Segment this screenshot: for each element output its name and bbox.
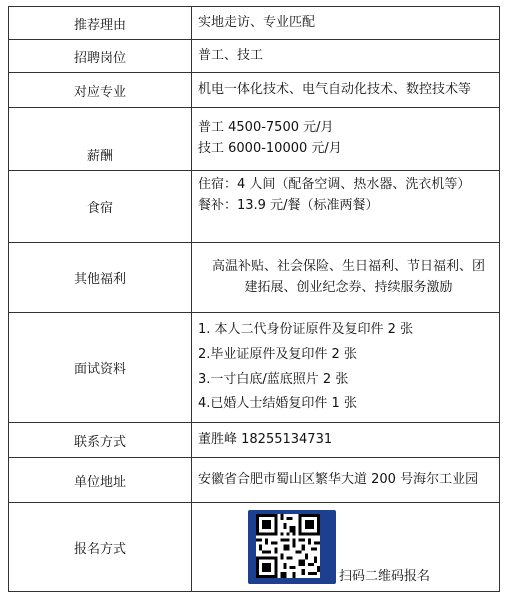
table-row [9,40,500,73]
qr-caption: 扫码二维码报名 [339,568,431,584]
row-label: 薪酬 [9,108,192,171]
row-value: 实地走访、专业匹配 [192,7,500,40]
row-label: 面试资料 [9,313,192,423]
table-row [9,73,500,108]
row-label: 对应专业 [9,73,192,108]
row-value: 1. 本人二代身份证原件及复印件 2 张 2.毕业证原件及复印件 2 张 3.一寸白底/蓝底照片 2 张 4.已婚人士结婚复印件 1 张 [192,313,500,423]
row-label: 联系方式 [9,423,192,458]
qr-code-card[interactable] [248,510,336,584]
table-row [9,458,500,503]
job-info-sheet [8,6,500,592]
table-row [9,171,500,243]
table-row [9,503,500,592]
row-label: 推荐理由 [9,7,192,40]
row-value [192,458,500,503]
contact-info: 董胜峰 18255134731 [198,431,333,447]
company-address: 安徽省合肥市蜀山区繁华大道 200 号海尔工业园 [198,471,479,487]
table-row [9,108,500,171]
row-value: 住宿：4 人间（配备空调、热水器、洗衣机等） 餐补：13.9 元/餐（标准两餐） [192,171,500,243]
table-row [9,423,500,458]
row-label: 招聘岗位 [9,40,192,73]
row-value [192,423,500,458]
row-label: 食宿 [9,171,192,243]
row-label: 报名方式 [9,503,192,592]
row-value: 高温补贴、社会保险、生日福利、节日福利、团 建拓展、创业纪念券、持续服务激励 [192,243,500,313]
row-label: 其他福利 [9,243,192,313]
table-row [9,243,500,313]
row-value: 机电一体化技术、电气自动化技术、数控技术等 [192,73,500,108]
row-value: 普工 4500-7500 元/月 技工 6000-10000 元/月 [192,108,500,171]
signup-qr-area [192,503,499,591]
row-value [192,503,500,592]
row-label: 单位地址 [9,458,192,503]
job-info-table [8,6,500,592]
table-row [9,313,500,423]
row-value: 普工、技工 [192,40,500,73]
table-row [9,7,500,40]
qr-code-icon [256,514,320,578]
